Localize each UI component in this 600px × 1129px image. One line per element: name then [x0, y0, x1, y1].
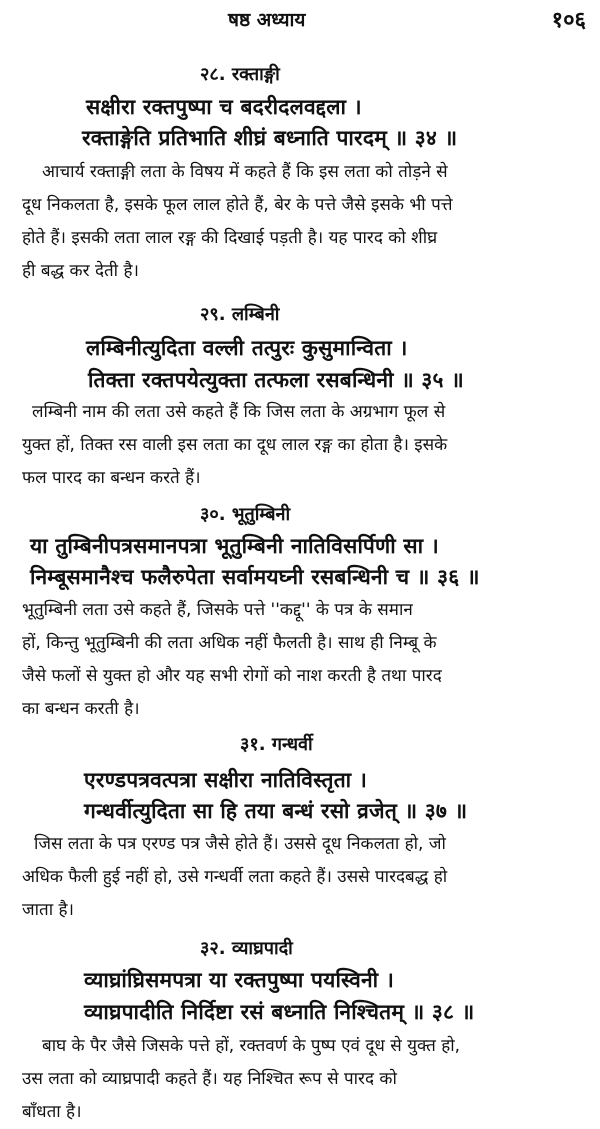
commentary-line: होते हैं। इसकी लता लाल रङ्ग की दिखाई पड़ती है। यह पारद को शीघ्र — [22, 228, 438, 248]
verse-line: तिक्ता रक्तपयेत्युक्ता तत्फला रसबन्धिनी ॥ ३५ ॥ — [88, 368, 464, 392]
commentary-line: बाँधता है। — [22, 1102, 82, 1122]
commentary-paragraph — [22, 156, 588, 288]
section-heading: ३२. व्याघ्रपादी — [200, 938, 293, 959]
commentary-paragraph — [22, 1030, 588, 1129]
commentary-line: दूध निकलता है, इसके फूल लाल होते हैं, बेर के पत्ते जैसे इसके भी पत्ते — [22, 195, 453, 215]
commentary-line: फल पारद का बन्धन करते हैं। — [22, 468, 201, 488]
commentary-line: भूतुम्बिनी लता उसे कहते हैं, जिसके पत्ते ''कद्दू'' के पत्र के समान — [22, 600, 413, 620]
verse-line: व्याघ्रांघ्रिसमपत्रा या रक्तपुष्पा पयस्विनी । — [84, 968, 394, 992]
commentary-line: आचार्य रक्ताङ्गी लता के विषय में कहते हैं कि इस लता को तोड़ने से — [42, 162, 448, 182]
verse-line: रक्ताङ्गेति प्रतिभाति शीघ्रं बध्नाति पारदम् ॥ ३४ ॥ — [82, 126, 458, 150]
chapter-title: षष्ठ अध्याय — [228, 9, 306, 31]
verse-line: लम्बिनीत्युदिता वल्ली तत्पुरः कुसुमान्विता । — [86, 336, 408, 360]
commentary-paragraph — [22, 828, 588, 927]
commentary-paragraph — [22, 594, 588, 726]
commentary-line: बाघ के पैर जैसे जिसके पत्ते हों, रक्तवर्ण के पुष्प एवं दूध से युक्त हो, — [42, 1036, 461, 1056]
verse-line: गन्धर्वीत्युदिता सा हि तया बन्धं रसो व्रजेत् ॥ ३७ ॥ — [84, 799, 468, 823]
page-header — [0, 4, 600, 34]
verse-line: एरण्डपत्रवत्पत्रा सक्षीरा नातिविस्तृता । — [84, 768, 367, 792]
commentary-paragraph — [22, 396, 588, 495]
commentary-line: लम्बिनी नाम की लता उसे कहते हैं कि जिस लता के अग्रभाग फूल से — [32, 402, 446, 422]
verse-line: या तुम्बिनीपत्रसमानपत्रा भूतुम्बिनी नातिविसर्पिणी सा । — [30, 534, 439, 558]
commentary-line: अधिक फैली हुई नहीं हो, उसे गन्धर्वी लता कहते हैं। उससे पारदबद्ध हो — [22, 867, 448, 887]
commentary-line: युक्त हों, तिक्त रस वाली इस लता का दूध लाल रङ्ग का होता है। इसके — [22, 435, 448, 455]
section-heading: २८. रक्ताङ्गी — [200, 64, 280, 85]
section-heading: ३०. भूतुम्बिनी — [200, 504, 291, 525]
commentary-line: जाता है। — [22, 900, 74, 920]
commentary-line: का बन्धन करती है। — [22, 699, 140, 719]
section-heading: ३१. गन्धर्वी — [240, 734, 313, 755]
commentary-line: हों, किन्तु भूतुम्बिनी की लता अधिक नहीं फैलती है। साथ ही निम्बू के — [22, 633, 437, 653]
verse-line: सक्षीरा रक्तपुष्पा च बदरीदलवद्दला । — [86, 95, 362, 119]
page-number: १०६ — [551, 8, 586, 33]
commentary-line: ही बद्ध कर देती है। — [22, 261, 139, 281]
commentary-line: जैसे फलों से युक्त हो और यह सभी रोगों को नाश करती है तथा पारद — [22, 666, 442, 686]
verse-line: निम्बूसमानैश्च फलैरुपेता सर्वामयघ्नी रसबन्धिनी च ॥ ३६ ॥ — [30, 565, 480, 589]
verse-line: व्याघ्रपादीति निर्दिष्टा रसं बध्नाति निश्चितम् ॥ ३८ ॥ — [84, 1000, 475, 1024]
section-heading: २९. लम्बिनी — [200, 304, 280, 325]
commentary-line: जिस लता के पत्र एरण्ड पत्र जैसे होते हैं। उससे दूध निकलता हो, जो — [34, 834, 446, 854]
commentary-line: उस लता को व्याघ्रपादी कहते हैं। यह निश्चित रूप से पारद को — [22, 1069, 397, 1089]
